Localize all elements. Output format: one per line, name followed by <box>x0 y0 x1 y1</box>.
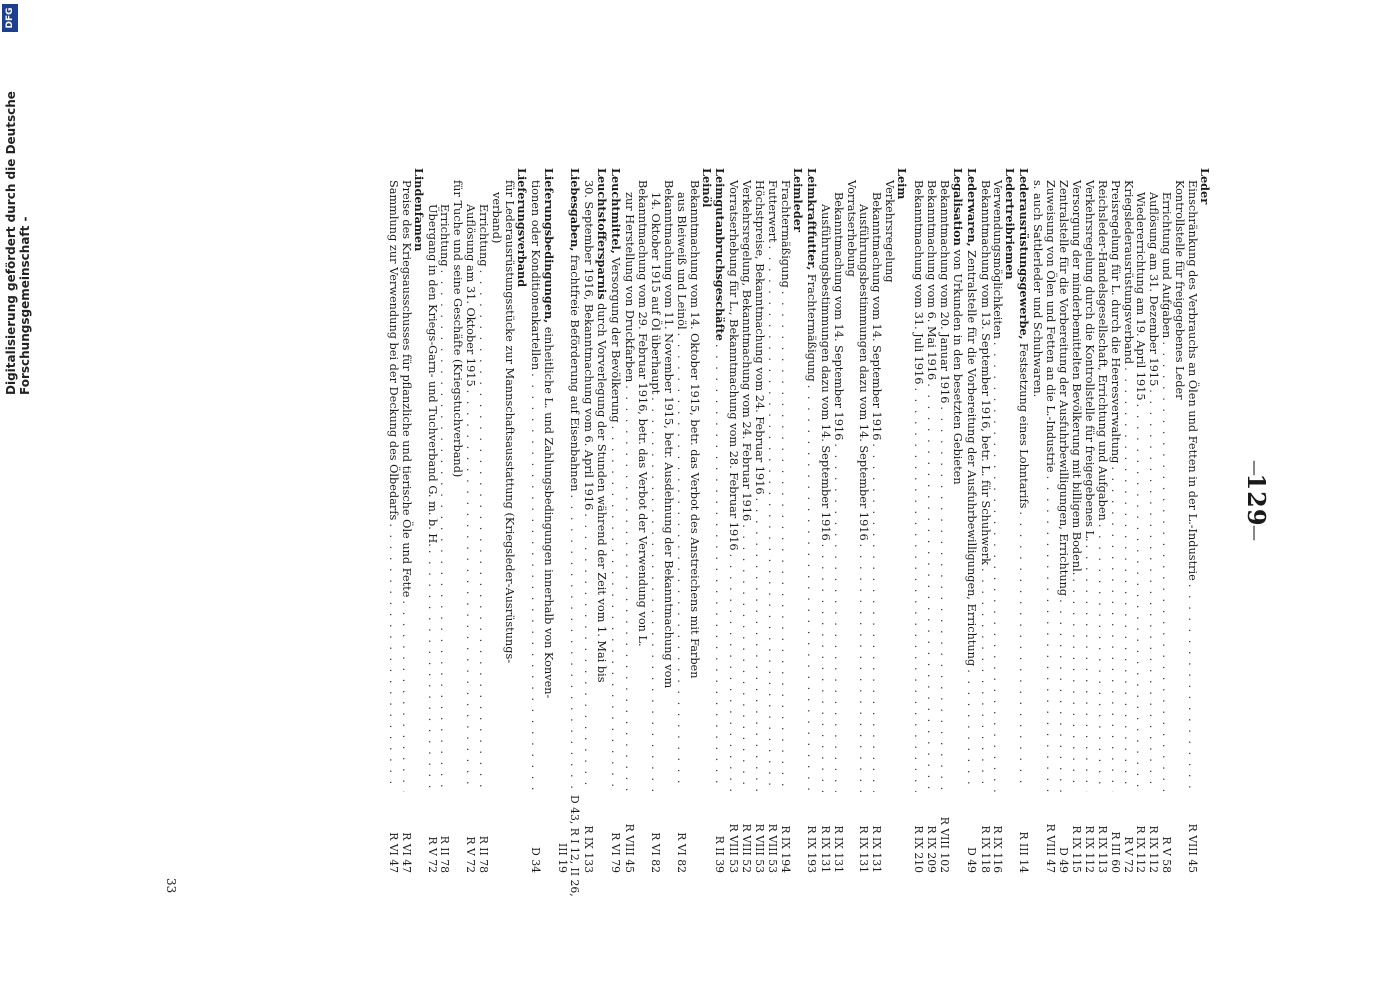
dot-leader <box>964 669 977 792</box>
dot-leader <box>1043 476 1056 792</box>
digitization-credit <box>0 0 32 1000</box>
index-entry-text: Liebesgaben, frachtfreie Beförderung auf Eisenbahnen <box>568 168 583 492</box>
dot-leader <box>831 443 844 792</box>
index-entry-reference: R IX 131 <box>870 825 884 873</box>
index-entry-text: Leim <box>895 168 910 200</box>
index-entry <box>1030 168 1043 873</box>
index-entry <box>765 168 778 873</box>
index-entry-reference: R IX 118 <box>978 825 992 873</box>
index-entry-text: Einschränkung des Verbrauchs an Ölen und Fetten in der L.-Industrie <box>1186 180 1200 581</box>
index-entry-text: Auflösung am 31. Dezember 1915 <box>1147 192 1161 387</box>
index-entry-reference: D 49 <box>964 847 978 873</box>
index-entry <box>978 168 991 873</box>
index-entry-text: Ausführungsbestimmungen dazu vom 14. September 1916 <box>857 204 871 541</box>
index-entry-text: Bekanntmachung vom 6. Mai 1916 <box>924 180 938 381</box>
index-entry-text: 14. Oktober 1915 auf Öl überhaupt <box>648 192 662 395</box>
index-entry-reference: III 19 <box>555 843 569 873</box>
dot-leader <box>991 342 1004 792</box>
page-number: 129 <box>1242 473 1271 527</box>
index-entry-text: Reichsleder-Handelsgesellschaft, Errichtung und Aufgaben <box>1095 180 1109 521</box>
index-entry <box>818 168 831 873</box>
index-entry-reference: R VI 79 <box>609 832 623 873</box>
index-entry-text: tionen oder Konditionenkartellen <box>528 180 542 371</box>
index-entry <box>700 168 713 873</box>
dot-leader <box>1146 389 1159 792</box>
index-entry-reference: R V 58 <box>1160 836 1174 873</box>
index-entry <box>991 168 1004 873</box>
index-entry <box>687 168 700 873</box>
index-entry-text: Preise des Kriegsausschusses für pflanzliche und tierische Öle und Fette <box>399 180 413 598</box>
index-entry-reference: R VIII 53 <box>753 823 767 873</box>
index-entry-text: Vorratserhebung für L., Bekanntmachung vom 28. Februar 1916 <box>727 180 741 551</box>
dot-leader <box>1016 511 1029 792</box>
dot-leader <box>752 498 765 792</box>
index-entry-reference: R IX 115 <box>1069 825 1083 873</box>
index-entry-text: Leuchtmittel, Versorgung der Bevölkerung <box>609 168 624 423</box>
index-entry-text: Leimgutanbruchsgeschäfte <box>713 168 728 341</box>
dot-leader <box>726 554 739 792</box>
index-entry <box>674 168 687 873</box>
index-entry-text: für Tuche und seine Geschäfte (Kriegstuchverband) <box>451 180 465 478</box>
index-entry-text: Ledertreibriemen <box>1003 168 1018 280</box>
index-entry <box>476 168 489 873</box>
index-entry-reference: R IX 131 <box>831 825 845 873</box>
page-number-dash-left: — <box>1246 460 1265 476</box>
index-entry <box>515 168 528 873</box>
dot-leader <box>528 373 541 792</box>
dot-leader <box>924 383 937 792</box>
index-entry <box>895 168 908 873</box>
index-entry <box>438 168 451 873</box>
dot-leader <box>778 291 791 792</box>
index-entry-text: Übergang in den Kriegs-Garn- und Tuchverband G. m. b. H. <box>425 204 439 547</box>
index-entry <box>739 168 752 873</box>
index-entry-text: Errichtung <box>438 204 452 267</box>
index-entry <box>1198 168 1211 873</box>
dot-leader <box>869 443 882 792</box>
dot-leader <box>399 600 412 792</box>
index-entry <box>1108 168 1121 873</box>
credit-text: Digitalisierung gefördert durch die Deutsche Forschungsgemeinschaft - <box>4 91 32 395</box>
index-entry-text: Bekanntmachung vom 13. September 1916, betr. L. für Schuhwerk <box>978 180 992 565</box>
dot-leader <box>622 385 635 792</box>
index-entry-text: Kontrollstelle für freigegebenes Leder <box>1173 180 1187 400</box>
index-entry-text: Preisregelung für L. durch die Heeresverwaltung <box>1108 180 1122 464</box>
index-entry-reference: R VI 82 <box>648 832 662 873</box>
index-entry <box>857 168 870 873</box>
dot-leader <box>739 524 752 792</box>
index-entry-reference: D 49 <box>1057 847 1071 873</box>
index-entry <box>648 168 661 873</box>
index-entry <box>1159 168 1172 873</box>
index-entry-text: Verkehrsregelung, Bekanntmachung vom 24. Februar 1916 <box>740 180 754 522</box>
index-entry <box>844 168 857 873</box>
index-entry-text: Bekanntmachung vom 20. Januar 1916 <box>937 180 951 404</box>
index-entry <box>1185 168 1198 873</box>
index-entry-text: Bekanntmachung vom 29. Februar 1916, betr. das Verbot der Verwendung von L. <box>636 180 650 647</box>
index-entry-reference: R IX 131 <box>857 825 871 873</box>
index-entry <box>528 168 541 873</box>
index-entry <box>1134 168 1147 873</box>
index-entry-text: Errichtung und Aufgaben <box>1160 192 1174 339</box>
index-entry <box>425 168 438 873</box>
index-entry <box>882 168 895 873</box>
dot-leader <box>937 406 950 792</box>
dot-leader <box>713 344 726 792</box>
index-entry <box>791 168 804 873</box>
index-entry <box>1172 168 1185 873</box>
index-entry-text: Frachtermäßigung <box>779 180 792 288</box>
index-entry <box>1043 168 1056 873</box>
index-entry <box>399 168 412 873</box>
index-entry-reference: R IX 112 <box>1082 825 1096 873</box>
index-entry <box>726 168 739 873</box>
index-entry-reference: R IX 116 <box>991 825 1005 873</box>
index-entry <box>1082 168 1095 873</box>
index-entry <box>950 168 964 873</box>
index-entry <box>869 168 882 873</box>
index-entry-reference: R IX 112 <box>1134 825 1148 873</box>
index-entry-reference: D 43, R I 12, II 26, <box>568 795 582 897</box>
index-entry-text: zur Herstellung von Druckfarben <box>623 192 637 383</box>
index-entry-text: Verwendungsmöglichkeiten <box>991 180 1005 339</box>
index-entry-reference: R VIII 52 <box>740 823 754 873</box>
index-entry <box>804 168 818 873</box>
dot-leader <box>476 270 489 792</box>
index-entry <box>752 168 765 873</box>
dot-leader <box>386 523 399 792</box>
index-entry <box>502 168 515 873</box>
index-entry-reference: R VIII 102 <box>937 816 951 873</box>
index-entry-reference: R VI 47 <box>386 832 400 873</box>
dot-leader <box>463 390 476 792</box>
index-entry <box>386 168 399 873</box>
index-entry-reference: D 34 <box>528 847 542 873</box>
index-entry-text: aus Bleiweiß und Leinöl <box>674 192 688 330</box>
dot-leader <box>648 397 661 792</box>
dot-leader <box>1121 367 1134 792</box>
index-entry-reference: R V 72 <box>425 836 439 873</box>
index-entry-reference: R VIII 53 <box>766 823 780 873</box>
index-entry <box>911 168 924 873</box>
dot-leader <box>438 270 451 792</box>
index-entry-text: Versorgung der minderbemittelten Bevölkerung mit billigem Bodenl. <box>1069 180 1083 576</box>
index-entry-reference: R VIII 53 <box>727 823 741 873</box>
index-entry-text: Höchstpreise, Bekanntmachung vom 24. Februar 1916 <box>753 180 767 495</box>
index-entry <box>1056 168 1069 873</box>
index-entry <box>831 168 844 873</box>
index-entry <box>568 168 583 897</box>
index-entry-text: Bekanntmachung vom 14. September 1916 <box>870 192 884 441</box>
dot-leader <box>425 550 438 792</box>
dot-leader <box>1082 545 1095 792</box>
index-entry <box>1121 168 1134 873</box>
index-entry-reference: R IX 112 <box>1147 825 1161 873</box>
index-entry <box>489 168 502 873</box>
index-entry-reference: R II 78 <box>477 835 491 873</box>
dfg-logo: DFG <box>2 4 18 32</box>
dot-leader <box>804 385 817 792</box>
index-entry-reference: R IX 113 <box>1095 825 1109 873</box>
index-entry-text: Lieferungsverband <box>514 168 529 288</box>
index-entry <box>778 168 791 873</box>
index-entry-text: Bekanntmachung vom 31. Juli 1916 <box>912 180 926 385</box>
index-entry-reference: R II 78 <box>438 835 452 873</box>
index-entry-text: Ausführungsbestimmungen dazu vom 14. September 1916 <box>818 204 832 541</box>
dot-leader <box>1185 584 1198 792</box>
index-entry-reference: R IX 209 <box>924 825 938 873</box>
index-entry-text: Legalisation von Urkunden in den besetzten Gebieten <box>950 168 965 485</box>
dot-leader <box>1108 466 1121 792</box>
index-entry-text: Verkehrsregelung <box>883 180 897 283</box>
index-entry <box>582 168 595 873</box>
dot-leader <box>765 246 778 792</box>
index-entry <box>1095 168 1108 873</box>
dot-leader <box>1069 578 1082 792</box>
index-entry-text: Leder <box>1198 168 1212 205</box>
index-entry-reference: R IX 210 <box>912 825 926 873</box>
index-entry <box>964 168 978 873</box>
index-entry-text: Lieferungsbedingungen, einheitliche L. und Zahlungsbedingungen innerhalb von Konven- <box>541 168 556 699</box>
index-entry <box>924 168 937 873</box>
index-entry-text: Bekanntmachung vom 14. September 1916 <box>831 192 845 441</box>
index-entry-text: Sammlung zur Verwendung bei der Deckung des Ölbedarfs <box>386 180 400 521</box>
dot-leader <box>582 513 595 792</box>
index-entries <box>386 168 1212 897</box>
index-entry-text: Kriegslederausrüstungsverband <box>1121 180 1135 365</box>
index-entry <box>1004 168 1017 873</box>
index-entry <box>661 168 674 873</box>
index-entry-text: Lindenfamen <box>411 168 426 252</box>
index-entry-reference: R V 72 <box>1121 836 1135 873</box>
index-entry-reference: R III 14 <box>1017 831 1031 873</box>
index-entry <box>412 168 425 873</box>
index-entry-text: Lederausrüstungsgewerbe, Festsetzung eines Lohntarifs <box>1017 168 1032 509</box>
index-entry-text: Bekanntmachung vom 14. Oktober 1915, betr. das Verbot des Anstreichens mit Farben <box>687 180 701 679</box>
dot-leader <box>978 568 991 792</box>
index-entry-reference: R IX 193 <box>804 825 818 873</box>
index-entry-text: Zuweisung von Ölen und Fetten an die L.-Industrie <box>1044 180 1058 473</box>
dot-leader <box>911 388 924 793</box>
index-entry-text: für Lederausrüstungsstücke zur Mannschaftsausstattung (Kriegsleder-Ausrüstungs- <box>502 180 516 664</box>
index-entry-reference: R VIII 45 <box>623 823 637 873</box>
index-entry-reference: R IX 194 <box>779 825 792 873</box>
dot-leader <box>1159 341 1172 792</box>
page-number-dash-right: — <box>1246 525 1265 541</box>
index-entry-reference: R VI 82 <box>674 832 688 873</box>
index-entry <box>463 168 476 873</box>
dot-leader <box>674 333 687 792</box>
index-entry <box>541 168 555 873</box>
index-entry <box>622 168 635 873</box>
index-entry-text: Zentralstelle für die Vorbereitung der Ausfuhrbewilligungen, Errichtung <box>1057 180 1071 597</box>
index-entry-text: Errichtung <box>477 204 491 267</box>
index-entry <box>555 168 568 873</box>
index-entry-text: Verkehrsregelung durch die Kontrollstelle für freigegebenes L. <box>1082 180 1096 542</box>
index-entry <box>1069 168 1082 873</box>
index-entry-text: Leimkraftfutter, Frachtermäßigung <box>804 168 819 382</box>
index-entry <box>450 168 463 873</box>
index-entry-text: Lederwaren, Zentralstelle für die Vorbereitung der Ausfuhrbewilligungen, Errichtung <box>964 168 979 667</box>
index-entry-text: Futterwert <box>766 180 780 243</box>
dot-leader <box>608 426 621 792</box>
index-entry <box>1146 168 1159 873</box>
dot-leader <box>1134 404 1147 792</box>
index-entry <box>608 168 622 873</box>
index-entry-text: Wiedererrichtung am 19. April 1915 <box>1134 192 1148 401</box>
index-entry-text: Leinöl <box>699 168 714 208</box>
index-entry-reference: R IX 131 <box>818 825 832 873</box>
index-entry-text: Auflösung am 31. Oktober 1915 <box>464 204 478 387</box>
index-entry-reference: R II 39 <box>713 835 727 873</box>
index-entry-text: s. auch Sattlerleder und Schuhwaren. <box>1031 180 1045 398</box>
footer-code: 33 <box>164 878 178 894</box>
index-entry-text: Bekanntmachung vom 11. November 1915, betr. Ausdehnung der Bekanntmachung vom <box>661 180 675 689</box>
index-entry-text: Leuchtstoffersparnis durch Vorverlegung der Stunden während der Zeit vom 1. Mai bis <box>595 168 610 683</box>
index-entry <box>937 168 950 873</box>
index-entry-text: Leimleder <box>790 168 805 232</box>
index-entry <box>713 168 727 873</box>
dot-leader <box>1095 524 1108 792</box>
index-entry-reference: R VIII 45 <box>1186 823 1200 873</box>
index-entry-reference: R VIII 47 <box>1044 823 1058 873</box>
index-entry <box>594 168 608 873</box>
index-entry-reference: R V 72 <box>464 836 478 873</box>
index-entry-text: 30. September 1916, Bekanntmachung vom 6. April 1916 <box>582 180 596 511</box>
dot-leader <box>1056 599 1069 792</box>
index-entry <box>635 168 648 873</box>
index-entry-reference: R IX 133 <box>582 825 596 873</box>
index-entry-reference: R VI 47 <box>399 832 413 873</box>
index-entry <box>1016 168 1030 873</box>
dot-leader <box>857 544 870 792</box>
index-entry-text: verband) <box>490 192 504 244</box>
index-entry-text: Vorratserhebung <box>844 180 858 277</box>
dot-leader <box>818 544 831 792</box>
index-entry-reference: R III 60 <box>1108 831 1122 873</box>
dot-leader <box>568 494 581 792</box>
